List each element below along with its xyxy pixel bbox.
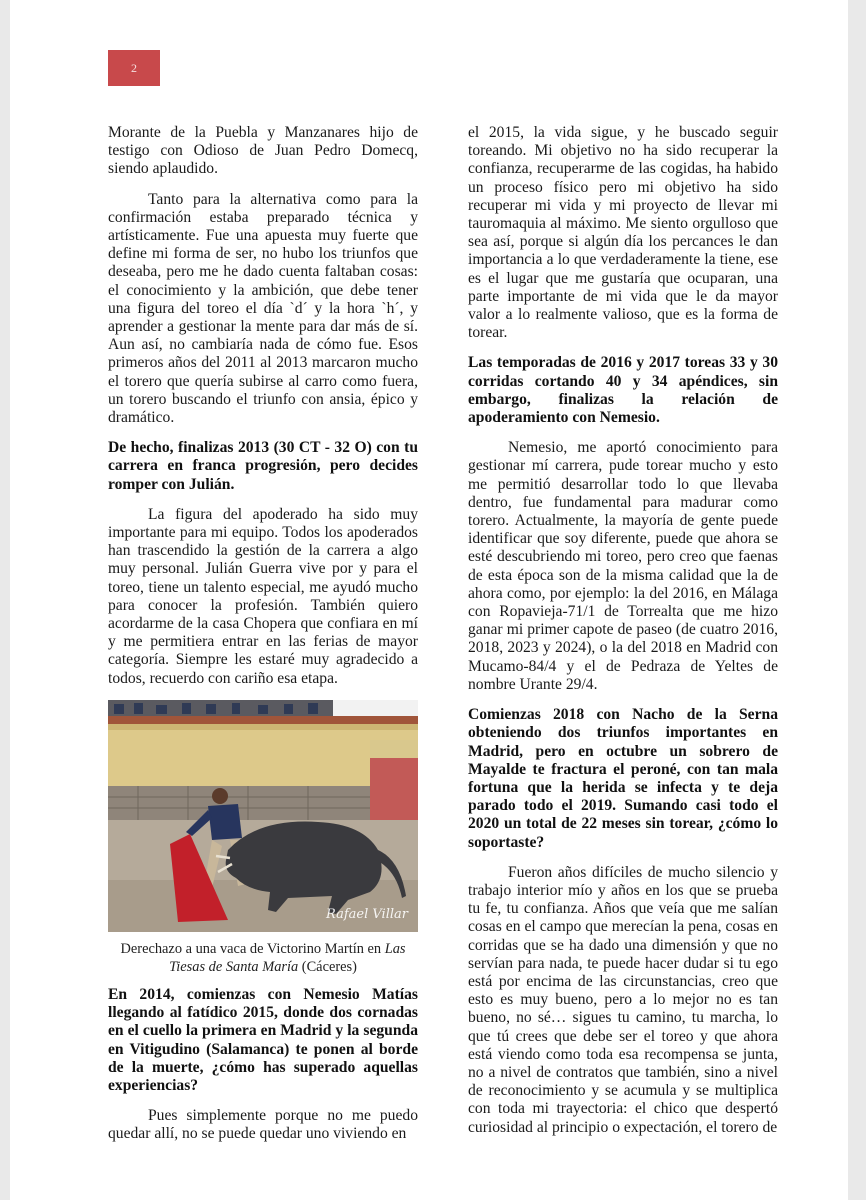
right-column: [468, 124, 778, 1149]
interview-question: Las temporadas de 2016 y 2017 toreas 33 y 30 corridas cortando 40 y 34 apéndices, sin embargo, finalizas la relación de apoderamiento con Nemesio.: [468, 354, 778, 427]
caption-place: Las Tiesas de Santa María: [169, 940, 406, 975]
interview-question: Comienzas 2018 con Nacho de la Serna obteniendo dos triunfos importantes en Madrid, pero en octubre un sobrero de Mayalde te fractura el peroné, con tan mala fortuna que la herida se infecta y te deja parado todo el 2019. Sumando casi todo el 2020 un total de 22 meses sin torear, ¿cómo lo soportaste?: [468, 706, 778, 851]
caption-text-end: (Cáceres): [298, 958, 357, 975]
photo-caption: [108, 940, 418, 976]
document-page: [10, 0, 848, 1200]
interview-question: En 2014, comienzas con Nemesio Matías llegando al fatídico 2015, donde dos cornadas en el cuello la primera en Madrid y la segunda en Vitigudino (Salamanca) te ponen al borde de la muerte, ¿cómo has superado aquellas experiencias?: [108, 985, 418, 1094]
paragraph: el 2015, la vida sigue, y he buscado seguir toreando. Mi objetivo no ha sido recuperar la confianza, recuperarme de las cogidas, ha habido un proceso físico pero mi objetivo ha sido recuperar mi vida y mi proyecto de llevar mi tauromaquia al máximo. Me siento orgulloso que sea así, porque si algún día los percances le dan importancia a lo que verdaderamente la tiene, ese es el lugar que me gustaría que ocuparan, una parte importante de mi vida que le da mayor valor a lo realmente valioso, que es la forma de torear.: [468, 124, 778, 342]
paragraph: Tanto para la alternativa como para la confirmación estaba preparado técnica y artísticamente. Fue una apuesta muy fuerte que define mi forma de ser, no hubo los triunfos que deseaba, pero me he dado cuenta faltaban cosas: el conocimiento y la ambición, que debe tener una figura del toreo el día `d´ y la hora `h´, y aprender a gestionar la mente para dar más de sí. Aun así, no cambiaría nada de cómo fue. Esos primeros años del 2011 al 2013 marcaron mucho el torero que quería subirse al carro como fuera, un torero buscando el triunfo con ansia, épico y dramático.: [108, 190, 418, 427]
paragraph: Fueron años difíciles de mucho silencio y trabajo interior mío y años en los que se prueba tu fe, tu confianza. Años que veía que me salían cosas en el campo que merecían la pena, cosas en corridas que se ha dado una dimensión y que no servían para nada, te puede hacer dudar si tu ego está por encima de las circunstancias, creo que esto es muy bueno, pero a lo mejor no es tan bueno, no sé… sigues tu camino, tu marcha, lo que tú crees que debe ser el toreo y que ahora está viendo como toda esa recompensa se junta, no a nivel de contratos que también, sino a nivel de reconocimiento y se acumula y se multiplica con toda mi trayectoria: el chico que despertó curiosidad al principio o expectación, el torero de: [468, 863, 778, 1136]
photo-credit: Rafael Villar: [326, 906, 408, 922]
paragraph: Morante de la Puebla y Manzanares hijo de testigo con Odioso de Juan Pedro Domecq, siendo aplaudido.: [108, 124, 418, 178]
paragraph: La figura del apoderado ha sido muy importante para mi equipo. Todos los apoderados han trascendido la gestión de la carrera a algo muy personal. Julián Guerra vive por y para el toreo, tiene un talento especial, me ayudó mucho para conocer la profesión. También quiero acordarme de la casa Chopera que confiara en mí y me permitiera entrar en las ferias de mayor categoría. Siempre les estaré muy agradecido a todos, recuerdo con cariño esa etapa.: [108, 505, 418, 687]
paragraph: Pues simplemente porque no me puedo quedar allí, no se puede quedar uno viviendo en: [108, 1107, 418, 1143]
caption-text: Derechazo a una vaca de Victorino Martín en: [120, 940, 385, 957]
page-number-badge: 2: [108, 50, 160, 86]
bullfight-photo: [108, 700, 418, 932]
left-column: [108, 124, 418, 1156]
paragraph: Nemesio, me aportó conocimiento para gestionar mí carrera, pude torear mucho y esto me permitió desarrollar todo lo que llevaba dentro, fue fundamental para madurar como torero. Actualmente, la mayoría de gente puede identificar que soy diferente, puede que ahora se esté descubriendo mi toreo, pero creo que faenas de esta época son de la misma calidad que la de ahora como, por ejemplo: la del 2016, en Málaga con Ropavieja-71/1 de Torrealta que me hizo ganar mi primer capote de paseo (de cuatro 2016, 2018, 2023 y 2024), o la del 2018 en Madrid con Mucamo-84/4 y el de Pedraza de Yeltes de nombre Urante 29/4.: [468, 439, 778, 693]
interview-question: De hecho, finalizas 2013 (30 CT - 32 O) con tu carrera en franca progresión, pero decides romper con Julián.: [108, 439, 418, 493]
